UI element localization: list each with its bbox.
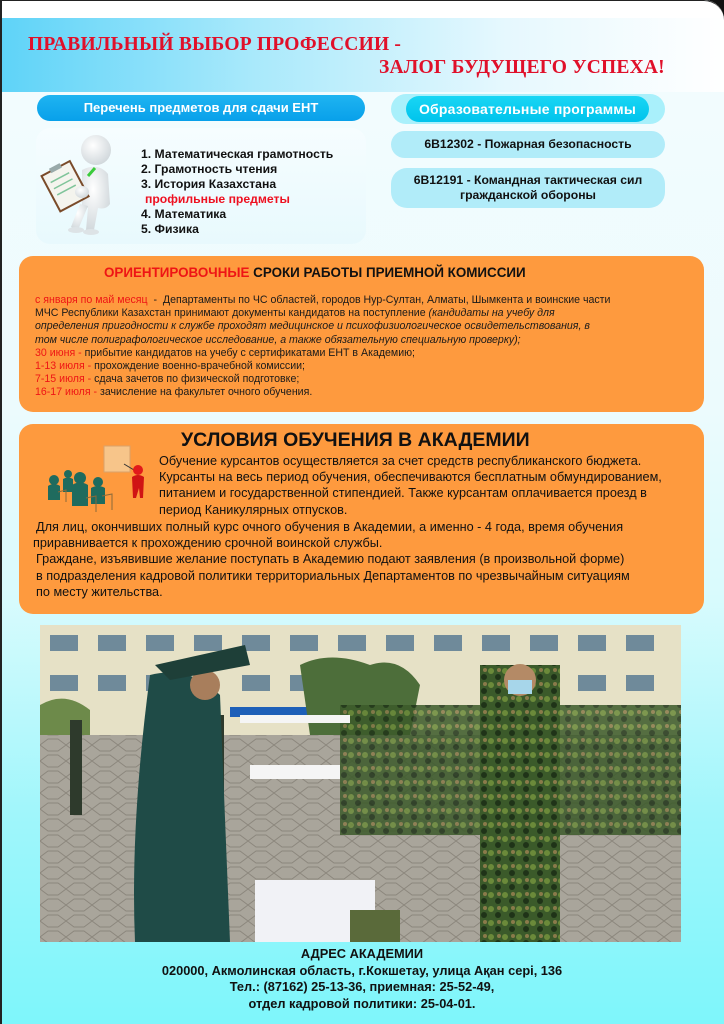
title-line-2: ЗАЛОГ БУДУЩЕГО УСПЕХА! [379, 57, 665, 78]
schedule-text: сдача зачетов по физической подготовке; [94, 373, 300, 386]
ent-heading: Перечень предметов для сдачи ЕНТ [37, 95, 365, 121]
schedule-text: прохождение военно-врачебной комиссии; [94, 360, 305, 373]
schedule-title-rest: СРОКИ РАБОТЫ ПРИЕМНОЙ КОМИССИИ [249, 265, 526, 280]
schedule-body [35, 294, 705, 400]
conditions-line: Курсанты на весь период обучения, обеспечиваются бесплатным обмундированием, [159, 470, 662, 485]
conditions-line: Граждане, изъявившие желание поступать в Академию подают заявления (в произвольной форме) [36, 552, 625, 567]
conditions-line: Для лиц, окончивших полный курс очного обучения в Академии, а именно - 4 года, время обучения [36, 520, 624, 534]
ent-item: 3. История Казахстана [141, 177, 277, 191]
schedule-entry [35, 294, 705, 307]
conditions-line: период Каникулярных отпусков. [159, 502, 348, 517]
schedule-text: зачисление на факультет очного обучения. [100, 386, 313, 399]
schedule-entry [35, 373, 705, 386]
conditions-paragraph-1 [159, 453, 704, 518]
conditions-line: приравнивается к прохождению срочной воинской службы. [33, 536, 383, 551]
address-heading: АДРЕС АКАДЕМИИ [300, 946, 424, 961]
schedule-text: прибытие кандидатов на учебу с сертификатами ЕНТ в Академию; [84, 346, 415, 359]
program-item [391, 168, 665, 208]
schedule-note: определения пригодности к службе проходят медицинское и психофизиологическое освидетельствования, в [35, 320, 590, 333]
schedule-text: МЧС Республики Казахстан принимают документы кандидатов на поступление [35, 307, 429, 320]
address-line: 020000, Акмолинская область, г.Кокшетау, улица Ақан серi, 136 [161, 962, 563, 978]
schedule-separator: - [147, 294, 163, 306]
program-item-text: 6В12191 - Командная тактическая сил [413, 173, 643, 187]
academy-address [0, 946, 724, 1012]
schedule-entry [35, 360, 705, 373]
phone-line: Тел.: (87162) 25-13-36, приемная: 25-52-49, [229, 979, 495, 995]
schedule-date: 1-13 июля - [35, 360, 95, 373]
conditions-line: питанием и государственной стипендией. Также курсантам оплачивается проезд в [159, 486, 647, 501]
schedule-date: 30 июня - [35, 346, 85, 359]
schedule-date: с января по май месяц [35, 294, 148, 306]
person-clipboard-icon [38, 130, 128, 242]
conditions-line: по месту жительства. [36, 584, 163, 599]
program-item-text: 6В12302 - Пожарная безопасность [424, 137, 632, 151]
schedule-note: (кандидаты на учебу для [428, 307, 555, 320]
schedule-date: 16-17 июля - [35, 386, 101, 399]
classroom-icon [36, 440, 148, 516]
ent-item: 1. Математическая грамотность [141, 147, 334, 161]
ceremony-photo [40, 625, 681, 942]
ent-subject-list [141, 147, 333, 237]
top-strip [0, 0, 724, 18]
conditions-title: УСЛОВИЯ ОБУЧЕНИЯ В АКАДЕМИИ [181, 429, 530, 451]
conditions-paragraph-2 [33, 519, 703, 600]
conditions-line: в подразделения кадровой политики территориальных Департаментов по чрезвычайным ситуациям [36, 568, 630, 583]
profile-subjects-label: профильные предметы [145, 192, 290, 206]
schedule-title-highlight: ОРИЕНТИРОВОЧНЫЕ [104, 265, 250, 280]
schedule-note: том числе полиграфологическое исследование, а также обязательную специальную проверку); [35, 333, 521, 346]
schedule-text: Департаменты по ЧС областей, городов Нур-Султан, Алматы, Шымкента и воинские части [162, 294, 611, 306]
schedule-entry [35, 347, 705, 360]
ent-item: 5. Физика [141, 222, 199, 236]
schedule-entry [35, 307, 705, 320]
program-item [391, 131, 665, 158]
title-line-1: ПРАВИЛЬНЫЙ ВЫБОР ПРОФЕССИИ - [28, 34, 402, 55]
schedule-entry [35, 386, 705, 399]
ent-item: 4. Математика [141, 207, 227, 221]
ent-item: 2. Грамотность чтения [141, 162, 278, 176]
schedule-title [104, 265, 526, 280]
programs-heading: Образовательные программы [406, 96, 649, 122]
program-item-text: гражданской обороны [460, 188, 596, 202]
conditions-line: Обучение курсантов осуществляется за счет средств республиканского бюджета. [159, 454, 642, 468]
ceremony-photo-illustration [40, 625, 681, 942]
hr-phone-line: отдел кадровой политики: 25-04-01. [248, 995, 476, 1011]
schedule-date: 7-15 июля - [35, 373, 95, 386]
